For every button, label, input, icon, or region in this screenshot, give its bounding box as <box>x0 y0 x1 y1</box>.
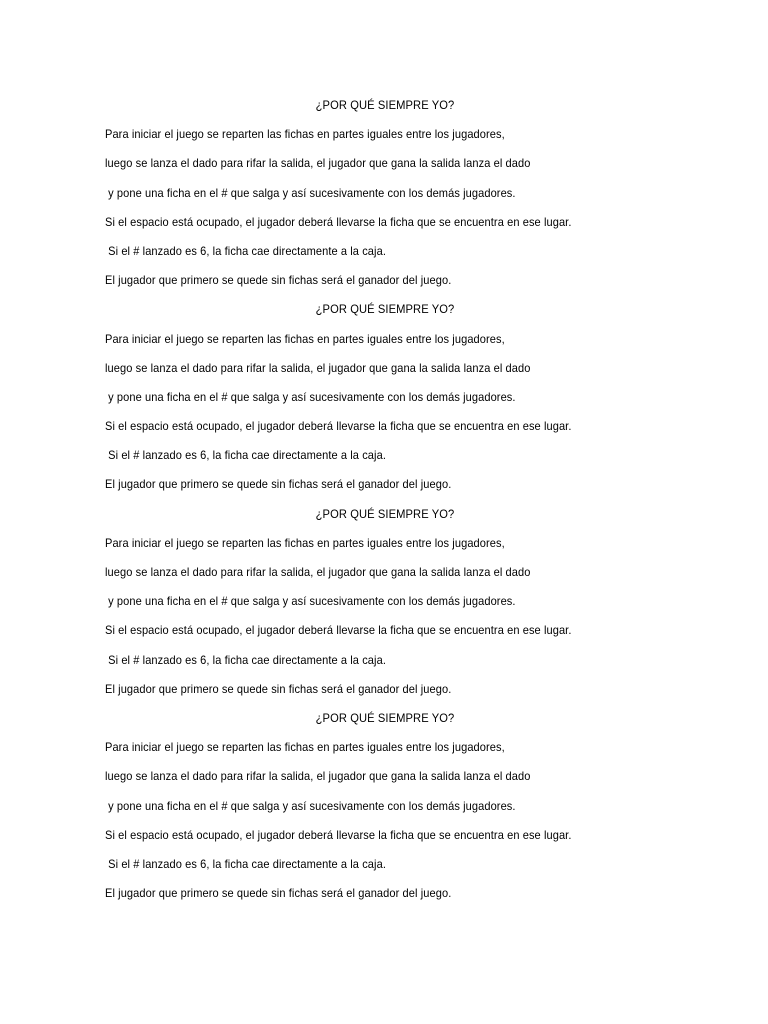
rule-line: y pone una ficha en el # que salga y así sucesivamente con los demás jugadores. <box>105 594 516 609</box>
rule-line: Para iniciar el juego se reparten las fichas en partes iguales entre los jugadores, <box>105 127 505 142</box>
block-title: ¿POR QUÉ SIEMPRE YO? <box>315 98 455 112</box>
rule-line: y pone una ficha en el # que salga y así sucesivamente con los demás jugadores. <box>105 798 516 813</box>
rule-line: luego se lanza el dado para rifar la salida, el jugador que gana la salida lanza el dado <box>105 360 531 375</box>
block-title: ¿POR QUÉ SIEMPRE YO? <box>315 710 455 725</box>
rule-line: Si el # lanzado es 6, la ficha cae directamente a la caja. <box>105 856 386 871</box>
rule-line: luego se lanza el dado para rifar la salida, el jugador que gana la salida lanza el dado <box>105 565 531 579</box>
rule-line: Si el # lanzado es 6, la ficha cae directamente a la caja. <box>105 652 386 667</box>
block-title: ¿POR QUÉ SIEMPRE YO? <box>315 506 455 521</box>
rules-block <box>105 91 665 295</box>
block-title: ¿POR QUÉ SIEMPRE YO? <box>315 302 455 317</box>
rule-line: El jugador que primero se quede sin fichas será el ganador del juego. <box>105 681 452 696</box>
rule-line: Si el espacio está ocupado, el jugador deberá llevarse la ficha que se encuentra en ese lugar. <box>105 827 572 842</box>
rule-line: El jugador que primero se quede sin fichas será el ganador del juego. <box>105 273 452 288</box>
rule-line: Para iniciar el juego se reparten las fichas en partes iguales entre los jugadores, <box>105 535 505 550</box>
rule-line: Si el # lanzado es 6, la ficha cae directamente a la caja. <box>105 243 386 258</box>
rule-line: luego se lanza el dado para rifar la salida, el jugador que gana la salida lanza el dado <box>105 156 531 171</box>
rule-line: El jugador que primero se quede sin fichas será el ganador del juego. <box>105 477 452 492</box>
rule-line: Para iniciar el juego se reparten las fichas en partes iguales entre los jugadores, <box>105 331 505 346</box>
rule-line: Si el espacio está ocupado, el jugador deberá llevarse la ficha que se encuentra en ese lugar. <box>105 623 572 638</box>
rule-line: El jugador que primero se quede sin fichas será el ganador del juego. <box>105 886 452 901</box>
rule-line: Si el espacio está ocupado, el jugador deberá llevarse la ficha que se encuentra en ese lugar. <box>105 419 572 434</box>
rule-line: Si el # lanzado es 6, la ficha cae directamente a la caja. <box>105 448 386 463</box>
rule-line: Para iniciar el juego se reparten las fichas en partes iguales entre los jugadores, <box>105 740 505 755</box>
rule-line: luego se lanza el dado para rifar la salida, el jugador que gana la salida lanza el dado <box>105 769 531 784</box>
rule-line: Si el espacio está ocupado, el jugador deberá llevarse la ficha que se encuentra en ese lugar. <box>105 214 572 229</box>
rules-block <box>105 704 665 908</box>
rules-block <box>105 295 665 499</box>
document-content <box>105 91 665 908</box>
rule-line: y pone una ficha en el # que salga y así sucesivamente con los demás jugadores. <box>105 389 516 404</box>
rule-line: y pone una ficha en el # que salga y así sucesivamente con los demás jugadores. <box>105 185 516 200</box>
rules-block <box>105 500 665 704</box>
